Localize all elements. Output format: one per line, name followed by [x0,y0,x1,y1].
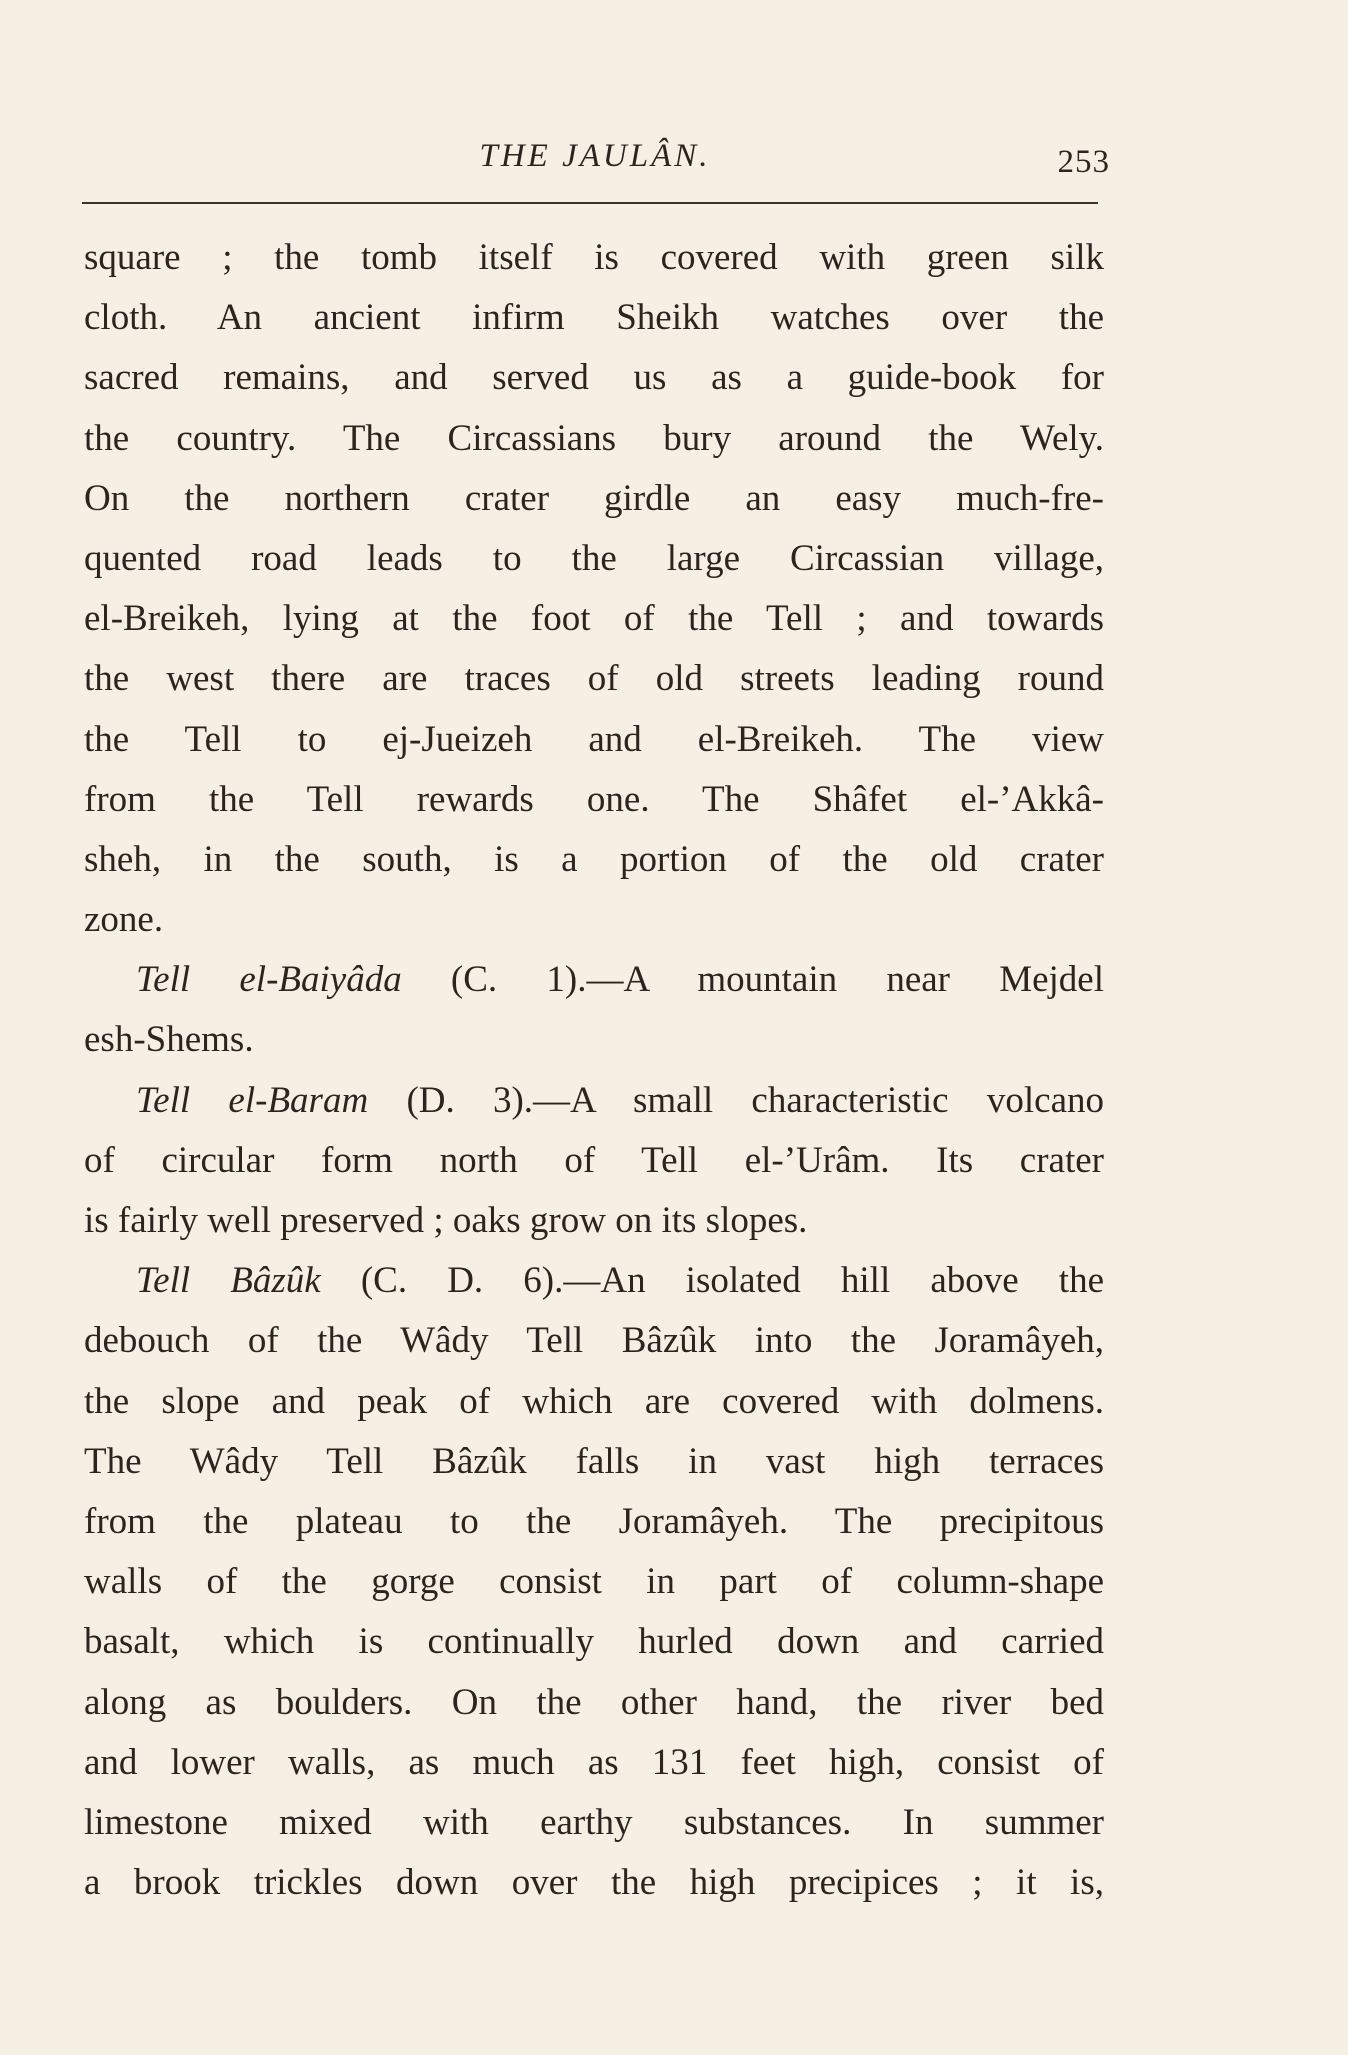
text-line: of circular form north of Tell el-’Urâm. Its crater [84,1139,1104,1181]
entry-text: (C. D. 6).—An isolated hill above the [360,1260,1105,1302]
text-line: debouch of the Wâdy Tell Bâzûk into the Joramâyeh, [84,1320,1104,1362]
text-line: quented road leads to the large Circassian village, [84,537,1104,579]
paragraph-continued [84,228,1104,950]
page-number: 253 [1057,144,1110,180]
entry-first-line [84,1251,1104,1311]
text-body [84,228,1104,1913]
text-line: is fairly well preserved ; oaks grow on its slopes. [84,1200,808,1241]
text-line: and lower walls, as much as 131 feet high, consist of [84,1741,1104,1783]
entry-title: Tell el-Baiyâda [136,959,402,1001]
running-head [80,130,1110,190]
header-rule [82,202,1098,204]
text-line: the country. The Circassians bury around the Wely. [84,417,1104,459]
text-line: cloth. An ancient infirm Sheikh watches over the [84,297,1104,339]
text-line: from the plateau to the Joramâyeh. The precipitous [84,1500,1104,1542]
entry-first-line [84,950,1104,1010]
text-line: zone. [84,899,164,941]
entry-title: Tell el-Baram [136,1079,369,1121]
text-line: limestone mixed with earthy substances. In summer [84,1801,1104,1843]
text-line: The Wâdy Tell Bâzûk falls in vast high terraces [84,1440,1104,1482]
entry-first-line [84,1071,1104,1131]
entry-title: Tell Bâzûk [136,1260,321,1302]
text-line: the Tell to ej-Jueizeh and el-Breikeh. The view [84,718,1104,760]
entry-tell-el-baram [84,1071,1104,1252]
text-line: a brook trickles down over the high precipices ; it is, [84,1862,1104,1904]
entry-text: (C. 1).—A mountain near Mejdel [450,959,1104,1001]
entry-tell-bazuk [84,1251,1104,1913]
text-line: basalt, which is continually hurled down and carried [84,1621,1104,1663]
text-line: el-Breikeh, lying at the foot of the Tell ; and towards [84,598,1104,640]
text-line: from the Tell rewards one. The Shâfet el-’Akkâ- [84,778,1104,820]
entry-tell-el-baiyada [84,950,1104,1070]
running-title: THE JAULÂN. [479,138,711,174]
text-line: the west there are traces of old streets leading round [84,658,1104,700]
text-line: along as boulders. On the other hand, the river bed [84,1681,1104,1723]
text-line: the slope and peak of which are covered with dolmens. [84,1380,1104,1422]
text-line: square ; the tomb itself is covered with green silk [84,237,1104,278]
entry-text: (D. 3).—A small characteristic volcano [406,1079,1104,1121]
text-line: On the northern crater girdle an easy much-fre- [84,477,1104,519]
text-line: sacred remains, and served us as a guide-book for [84,357,1104,399]
text-line: esh-Shems. [84,1019,254,1061]
text-line: sheh, in the south, is a portion of the old crater [84,838,1104,880]
text-line: walls of the gorge consist in part of column-shape [84,1561,1104,1603]
